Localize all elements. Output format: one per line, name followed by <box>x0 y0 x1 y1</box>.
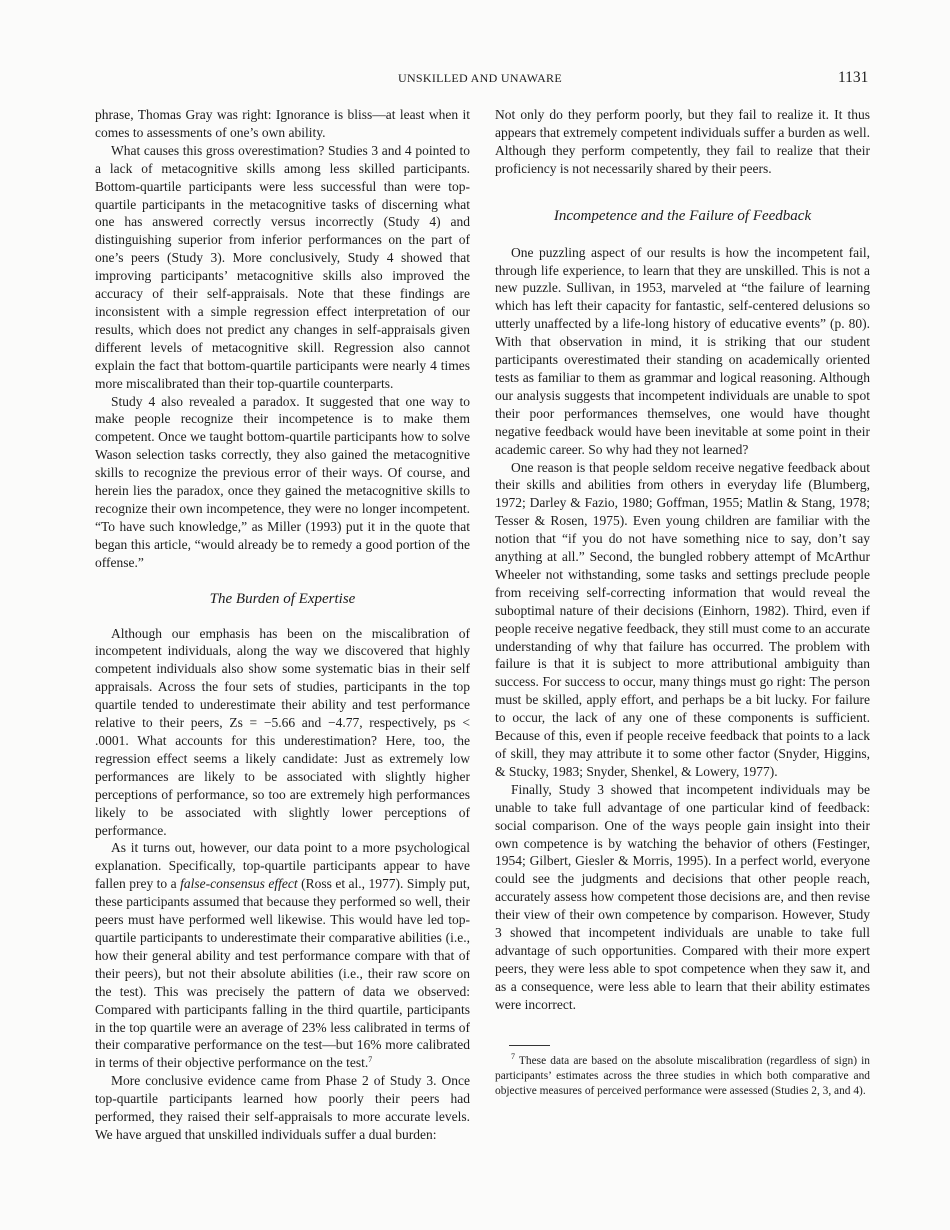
paragraph-false-consensus <box>95 839 470 1072</box>
left-column <box>95 106 470 1144</box>
page-number: 1131 <box>838 69 869 86</box>
footnote-divider <box>509 1045 550 1046</box>
paragraph: Finally, Study 3 showed that incompetent individuals may be unable to take full advantage of one particular kind of feedback: social comparison. One of the ways people gain insight into their own competence is by watching the behavior of others (Festinger, 1954; Gilbert, Giesler & Morris, 1995). In a perfect world, everyone could see the judgments and decisions that other people reach, accurately assess how competent those decisions are, and then revise their view of their own competence by comparison. However, Study 3 showed that incompetent individuals are unable to take full advantage of such opportunities. Compared with their more expert peers, they were less able to spot competence when they saw it, and as a consequence, were less able to learn that their ability estimates were incorrect. <box>495 781 870 1012</box>
paragraph-continuation: phrase, Thomas Gray was right: Ignorance is bliss—at least when it comes to assessments of one’s own ability. <box>95 107 470 140</box>
running-head: UNSKILLED AND UNAWARE <box>398 71 562 85</box>
paragraph: What causes this gross overestimation? Studies 3 and 4 pointed to a lack of metacognitive skills among less skilled participants. Bottom-quartile participants were less successful than were top-quartile participants in the metacognitive tasks of discerning what one has answered correctly versus incorrectly (Study 4) and distinguishing superior from inferior performances on the part of one’s peers (Study 3). More conclusively, Study 4 showed that improving participants’ metacognitive skills also improved the accuracy of their self-appraisals. Note that these findings are inconsistent with a simple regression effect interpretation of our results, which does not predict any changes in self-appraisals given different levels of metacognitive skill. Regression also cannot explain the fact that bottom-quartile participants were nearly 4 times more miscalibrated than their top-quartile counterparts. <box>95 142 470 391</box>
section-heading-burden-of-expertise: The Burden of Expertise <box>209 590 356 607</box>
footnote-text: These data are based on the absolute miscalibration (regardless of sign) in participants’ estimates across the three studies in which both comparative and objective measures of perceived performance were assessed (Studies 2, 3, and 4). <box>495 1055 870 1098</box>
section-heading-failure-of-feedback: Incompetence and the Failure of Feedback <box>553 207 812 224</box>
paragraph: One puzzling aspect of our results is how the incompetent fail, through life experience, to learn that they are unskilled. This is not a new puzzle. Sullivan, in 1953, marveled at “the failure of learning which has left their capacity for fantastic, self-centered delusions so utterly unaffected by a life-long history of educative events” (p. 80). With that observation in mind, it is striking that our student participants overestimated their standing on academically oriented tests as familiar to them as grammar and logical reasoning. Although our analysis suggests that incompetent individuals are unable to spot their poor performances themselves, one would have thought negative feedback would have been inevitable at some point in their academic career. So why had they not learned? <box>495 244 870 457</box>
italic-term: false-consensus effect <box>180 876 298 892</box>
paragraph: One reason is that people seldom receive negative feedback about their skills and abilities from others in everyday life (Blumberg, 1972; Darley & Fazio, 1980; Goffman, 1955; Matlin & Stang, 1978; Tesser & Rosen, 1975). Even young children are familiar with the notion that “if you do not have something nice to say, don’t say anything at all.” Second, the bungled robbery attempt of McArthur Wheeler not withstanding, some tasks and settings preclude people from receiving self-correcting information that would reveal the suboptimal nature of their decisions (Einhorn, 1982). Third, even if people receive negative feedback, they still must come to an accurate understanding of why that failure has occurred. The problem with failure is that it is subject to more attributional ambiguity than success. For success to occur, many things must go right: The person must be skilled, apply effort, and perhaps be a bit lucky. For failure to occur, the lack of any one of these components is sufficient. Because of this, even if people receive feedback that points to a lack of skill, they may attribute it to some other factor (Snyder, Higgins, & Stucky, 1983; Snyder, Shenkel, & Lowery, 1977). <box>495 459 870 779</box>
text-run: (Ross et al., 1977). Simply put, these participants assumed that because they performed so well, their peers must have performed well likewise. This would have led top-quartile participants to underestimate their comparative abilities (i.e., how their general ability and test performance compare with that of their peers), but not their absolute abilities (i.e., their raw score on the test). This was precisely the pattern of data we observed: Compared with participants falling in the third quartile, participants in the top quartile were an average of 23% less calibrated in terms of their comparative performance on the test—but 16% more calibrated in terms of their objective performance on the test. <box>95 876 471 1071</box>
footnote-marker: 7 <box>511 1052 515 1061</box>
right-column <box>495 106 870 1014</box>
paragraph: More conclusive evidence came from Phase 2 of Study 3. Once top-quartile participants learned how poorly their peers had performed, they raised their self-appraisals to more accurate levels. We have argued that unskilled individuals suffer a dual burden: <box>95 1073 470 1142</box>
paragraph-continuation: Not only do they perform poorly, but they fail to realize it. It thus appears that extremely competent individuals suffer a burden as well. Although they perform competently, they fail to realize that their proficiency is not necessarily shared by their peers. <box>495 107 870 176</box>
text-run: As it turns out, however, our data point to a more psychological explanation. Specifically, top-quartile participants appear to have fallen prey to a <box>95 840 470 892</box>
footnote-reference[interactable]: 7 <box>368 1055 373 1065</box>
paragraph: Although our emphasis has been on the miscalibration of incompetent individuals, along the way we discovered that highly competent individuals also show some systematic bias in their self appraisals. Across the four sets of studies, participants in the top quartile tended to underestimate their ability and test performance relative to their peers, Zs = −5.66 and −4.77, respectively, ps < .0001. What accounts for this underestimation? Here, too, the regression effect seems a likely candidate: Just as extremely low performances are likely to be associated with slightly higher perceptions of performance, so too are extremely high performances likely to be associated with slightly lower perceptions of performance. <box>95 625 470 838</box>
footnote <box>495 1054 870 1100</box>
paragraph: Study 4 also revealed a paradox. It suggested that one way to make people recognize their incompetence is to make them competent. Once we taught bottom-quartile participants how to solve Wason selection tasks correctly, they also gained the metacognitive skills to recognize the previous error of their ways. Of course, and herein lies the paradox, once they gained the metacognitive skills to recognize their own incompetence, they were no longer incompetent. “To have such knowledge,” as Miller (1993) put it in the quote that began this article, “would already be to remedy a good portion of the offense.” <box>95 393 470 570</box>
